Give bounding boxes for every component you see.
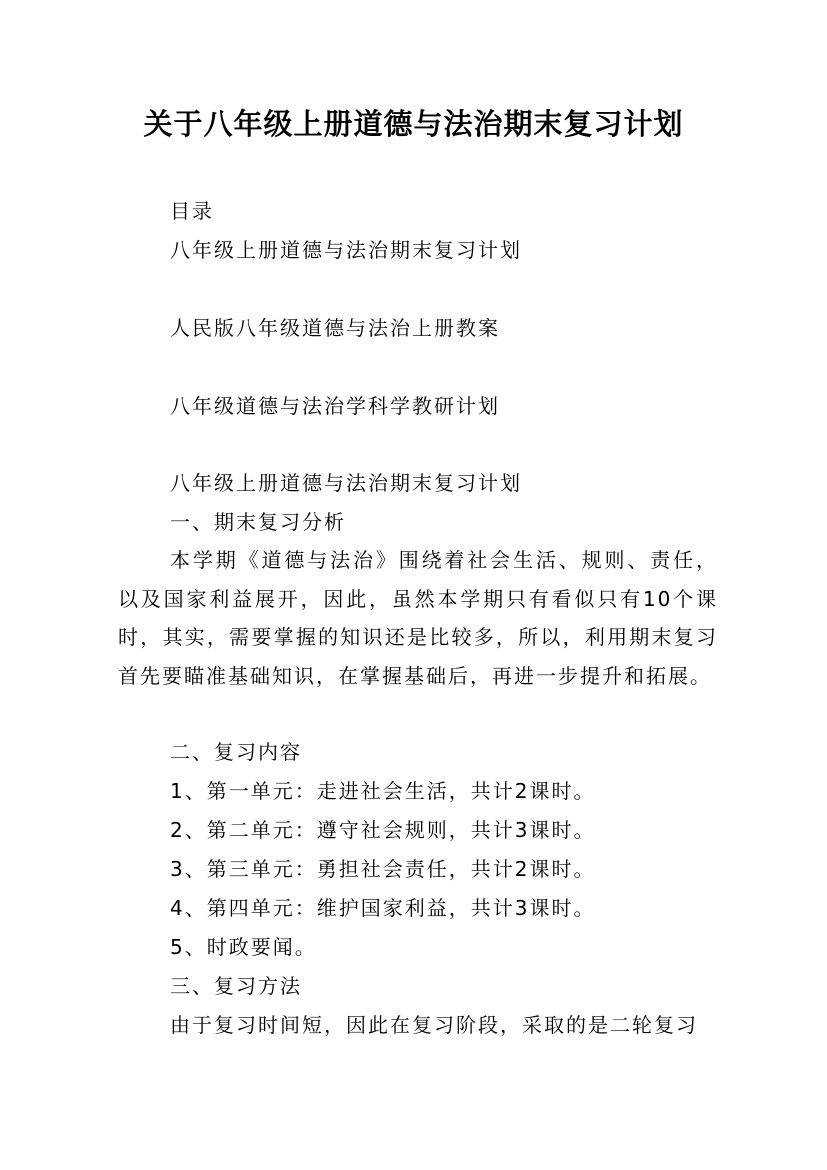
part3-heading: 三、复习方法 — [170, 974, 302, 998]
toc-item: 八年级上册道德与法治期末复习计划 — [170, 238, 522, 262]
content-list-item: 3、第三单元：勇担社会责任，共计2课时。 — [170, 857, 596, 881]
document-title: 关于八年级上册道德与法治期末复习计划 — [143, 107, 684, 141]
part1-body: 本学期《道德与法治》围绕着社会生活、规则、责任，以及国家利益展开，因此，虽然本学期只有看似只有10个课时，其实，需要掌握的知识还是比较多，所以，利用期末复习首先要瞄准基础知识，在掌握基础后，再进一步提升和拓展。 — [118, 548, 718, 688]
content-list-item: 2、第二单元：遵守社会规则，共计3课时。 — [170, 818, 596, 842]
part1-heading: 一、期末复习分析 — [170, 510, 346, 534]
toc-item: 八年级道德与法治学科学教研计划 — [170, 394, 500, 418]
toc-heading: 目录 — [170, 199, 214, 223]
content-list-item: 1、第一单元：走进社会生活，共计2课时。 — [170, 779, 596, 803]
part2-heading: 二、复习内容 — [170, 740, 302, 764]
content-list-item: 5、时政要闻。 — [170, 935, 317, 959]
toc-item: 人民版八年级道德与法治上册教案 — [170, 316, 500, 340]
section-title: 八年级上册道德与法治期末复习计划 — [170, 471, 522, 495]
content-list-item: 4、第四单元：维护国家利益，共计3课时。 — [170, 896, 596, 920]
part3-body: 由于复习时间短，因此在复习阶段，采取的是二轮复习 — [170, 1013, 698, 1037]
